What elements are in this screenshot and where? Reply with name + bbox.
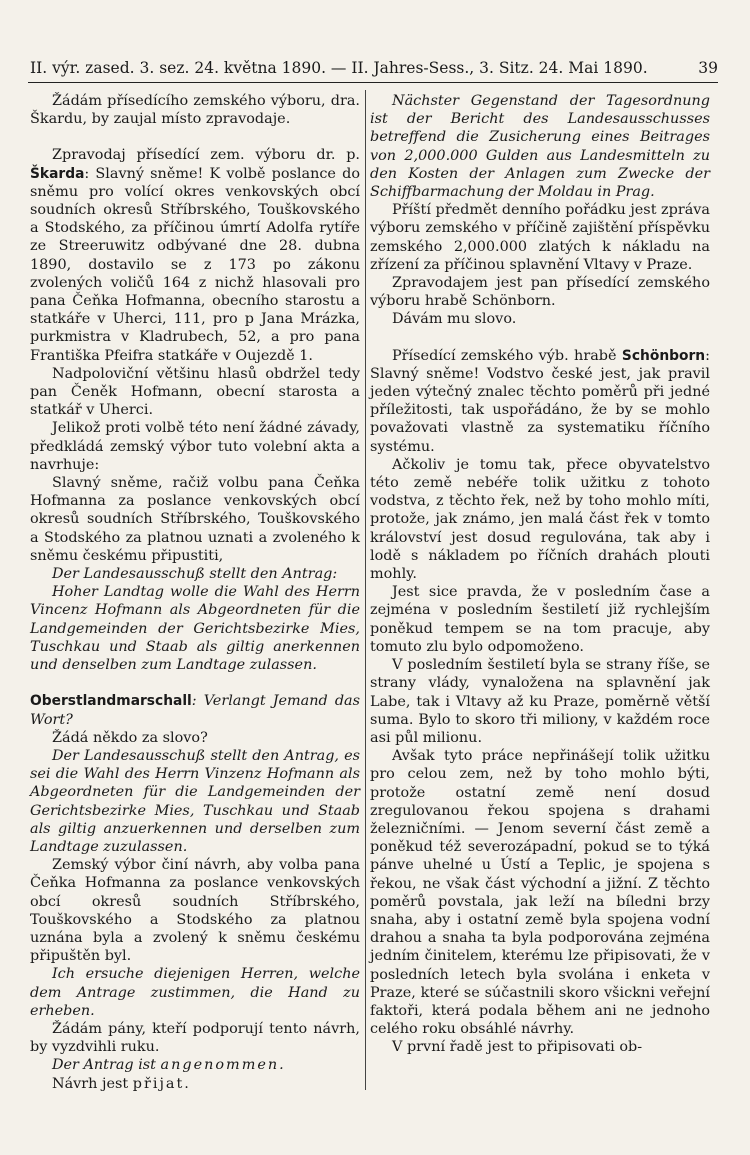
paragraph: Žádám přísedícího zemského výboru, dra. Škardu, by zaujal místo zpravodaje. [30, 93, 360, 128]
paragraph: Avšak tyto práce nepřinášejí tolik užitku pro celou zem, než by toho mohlo býti, protože ostatní země není dosud zregulovanou řekou spojena s drahami železničními. — Jenom severní část země a poněkud též severozápadní, pokud se to týká pánve uhelné u Ústí a Teplic, je spojena s řekou, ne však část východní a jižní. Z těchto poměrů povstala, jak leží na bíledni brzy snaha, aby i ostatní země byla spojena vodní drahou a snaha ta byla podporována zejména jedním činitelem, kterému lze připisovati, že v posledních letech byla svolána i enketa v Praze, které se súčastnili skoro všickni veřejní faktoři, která podala během ani ne jednoho celého roku obsáhlé návrhy. [370, 748, 710, 1038]
paragraph: Ačkoliv je tomu tak, přece obyvatelstvo této země nebéře tolik užitku z tohoto vodstva, z těchto řek, než by toho mohlo míti, protože, jak známo, jen malá část řek v tomto království jest dosud regulována, tak aby i lodě s nákladem po říčních drahách plouti mohly. [370, 456, 710, 583]
paragraph: Der Landesausschuß stellt den Antrag, es sei die Wahl des Herrn Vinzenz Hofmann als Abgeordneten für die Landgemeinden der Gerichtsbezirke Mies, Tuschkau und Staab als giltig anzuerkennen und derselben zum Landtage zuzulassen. [30, 747, 360, 855]
page-header [30, 58, 718, 78]
paragraph: Nadpoloviční většinu hlasů obdržel tedy pan Čeněk Hofmann, obecní starosta a statkář v Uherci. [30, 365, 360, 419]
column-divider [365, 90, 366, 1090]
header-text: II. výr. zased. 3. sez. 24. května 1890. — II. Jahres-Sess., 3. Sitz. 24. Mai 1890. [30, 59, 648, 77]
paragraph: Der Antrag ist angenommen. [52, 1057, 286, 1074]
paragraph: Přísedící zemského výb. hrabě Schönborn: Slavný sněme! Vodstvo české jest, jak pravil jeden výtečný znalec těchto poměrů při jedné příležitosti, tak uspořádáno, že by se mohlo považovati vlastně za systematiku říčního systému. [370, 347, 710, 455]
speaker-name: Schönborn [621, 347, 706, 364]
paragraph: Der Landesausschuß stellt den Antrag: [52, 566, 338, 583]
paragraph: Zpravodaj přísedící zem. výboru dr. p. Škarda: Slavný sněme! K volbě poslance do sněmu pro volící okres venkovských obcí soudních okresů Stříbrského, Touškovského a Stodského, za příčinou úmrtí Adolfa rytíře ze Streeruwitz odbývané dne 28. dubna 1890, dostavilo se z 173 po zákonu zvolených voličů 164 z nichž hlasovali pro pana Čeňka Hofmanna, obecního starostu a statkáře v Uherci, 111, pro p Jana Mrázka, purkmistra v Kladrubech, 52, a pro pana Františka Pfeifra statkáře v Oujezdě 1. [30, 147, 360, 364]
speaker-name: Škarda [30, 165, 85, 182]
header-rule [28, 82, 718, 83]
paragraph: Hoher Landtag wolle die Wahl des Herrn Vincenz Hofmann als Abgeordneten für die Landgemeinden der Gerichtsbezirke Mies, Tuschkau und Staab als giltig anerkennen und denselben zum Landtage zulassen. [30, 584, 360, 674]
right-column [370, 92, 710, 1057]
speaker-name: Oberstlandmarschall [30, 693, 192, 710]
paragraph: Návrh jest přijat. [52, 1075, 191, 1092]
paragraph: Slavný sněme, račiž volbu pana Čeňka Hofmanna za poslance venkovských obcí okresů soudních Stříbrského, Touškovského a Stodského za platnou uznati a zvoleného k sněmu českému připustiti, [30, 475, 360, 564]
page-number: 39 [698, 59, 718, 77]
paragraph: V první řadě jest to připisovati ob- [392, 1039, 643, 1056]
paragraph: Jelikož proti volbě této není žádné závady, předkládá zemský výbor tuto volební akta a navrhuje: [30, 420, 360, 473]
paragraph: Nächster Gegenstand der Tagesordnung ist der Bericht des Landesausschusses betreffend die Zusicherung eines Beitrages von 2,000.000 Gulden aus Landesmitteln zu den Kosten der Anlagen zum Zwecke der Schiffbarmachung der Moldau in Prag. [370, 93, 710, 201]
paragraph: Zemský výbor činí návrh, aby volba pana Čeňka Hofmanna za poslance venkovských obcí okresů soudních Stříbrského, Touškovského a Stodského za platnou uznána byla a zvolený k sněmu českému připuštěn byl. [30, 857, 360, 965]
paragraph: V posledním šestiletí byla se strany říše, se strany vlády, vynaložena na splavnění jak Labe, tak i Vltavy až ku Praze, poměrně větší suma. Bylo to skoro tři miliony, v každém roce asi půl milionu. [370, 657, 710, 746]
paragraph: Ich ersuche diejenigen Herren, welche dem Antrage zustimmen, die Hand zu erheben. [30, 966, 360, 1019]
paragraph: Žádám pány, kteří podporují tento návrh, by vyzdvihli ruku. [30, 1020, 360, 1056]
paragraph: Jest sice pravda, že v posledním čase a zejména v posledním šestiletí již rychlejším poněkud tempem se na tom pracuje, aby tomuto zlu bylo odpomoženo. [370, 584, 710, 655]
paragraph: Dávám mu slovo. [392, 311, 517, 328]
left-column [30, 92, 360, 1093]
paragraph: Zpravodajem jest pan přísedící zemského výboru hrabě Schönborn. [370, 275, 710, 310]
paragraph: Oberstlandmarschall: Verlangt Jemand das Wort? [30, 693, 360, 728]
paragraph: Příští předmět denního pořádku jest zpráva výboru zemského v příčině zajištění příspěvku zemského 2,000.000 zlatých k nákladu na zřízení za příčinou splavnění Vltavy v Praze. [370, 202, 711, 273]
paragraph: Žádá někdo za slovo? [52, 729, 208, 746]
